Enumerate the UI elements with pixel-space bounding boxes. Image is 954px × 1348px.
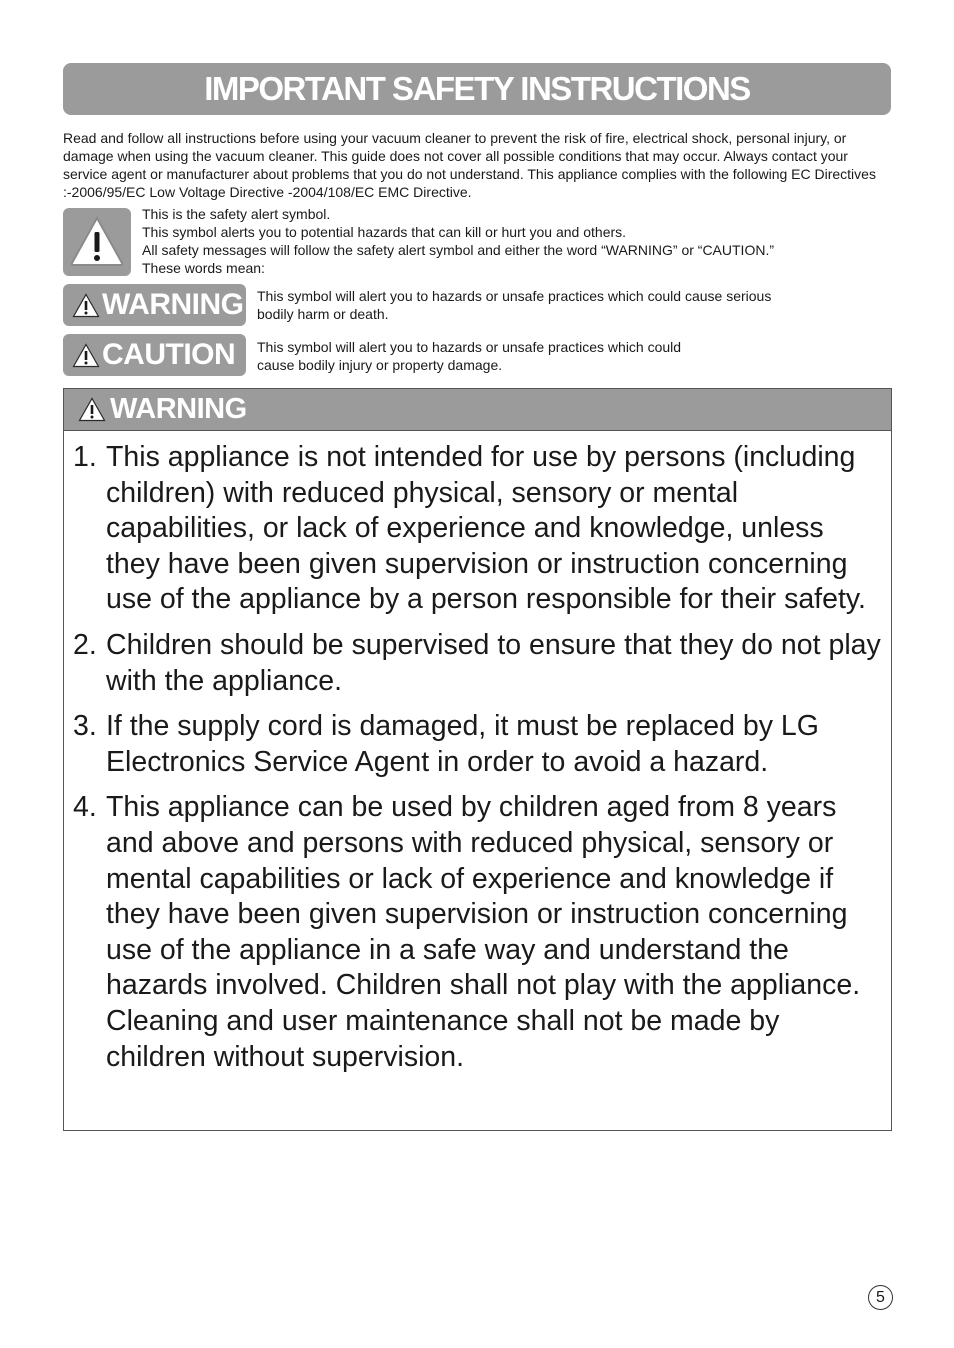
page-title: IMPORTANT SAFETY INSTRUCTIONS — [204, 70, 750, 107]
warning-item-number: 1. — [73, 441, 97, 473]
warning-item-number: 2. — [73, 628, 97, 661]
page-number: 5 — [868, 1285, 893, 1310]
alert-line: These words mean: — [142, 260, 265, 276]
caution-signal-badge — [63, 334, 246, 376]
title-banner — [63, 63, 891, 115]
caution-signal-description — [257, 338, 681, 374]
warning-item-number: 3. — [73, 710, 97, 743]
warning-list — [73, 440, 885, 1085]
alert-line: All safety messages will follow the safety alert symbol and either the word “WARNING” or “CAUTION.” — [142, 242, 775, 258]
warning-item — [73, 440, 885, 618]
warning-signal-label: WARNING — [102, 288, 244, 321]
safety-alert-explanation — [142, 205, 774, 277]
warning-signal-badge — [63, 284, 246, 326]
warning-section-title: WARNING — [110, 393, 247, 425]
warning-section-header — [64, 389, 891, 431]
alert-line: This is the safety alert symbol. — [142, 206, 331, 222]
warning-item-text: This appliance is not intended for use by persons (including children) with reduced physical, sensory or mental capabilities, or lack of experience and knowledge, unless they have been given supervision or instruction concerning use of the appliance by a person responsible for their safety. — [106, 441, 866, 616]
safety-alert-symbol — [63, 208, 131, 276]
warning-triangle-icon — [72, 293, 100, 318]
warning-triangle-icon — [69, 215, 125, 267]
warning-triangle-icon — [78, 397, 106, 422]
warning-signal-description — [257, 287, 771, 323]
warning-item-number: 4. — [73, 791, 97, 824]
signal-desc-line: This symbol will alert you to hazards or unsafe practices which could — [257, 339, 682, 355]
warning-item-text: If the supply cord is damaged, it must be replaced by LG Electronics Service Agent in order to avoid a hazard. — [106, 710, 819, 778]
warning-item-text: Children should be supervised to ensure that they do not play with the appliance. — [106, 628, 881, 697]
signal-desc-line: bodily harm or death. — [257, 306, 389, 322]
signal-desc-line: cause bodily injury or property damage. — [257, 357, 503, 373]
intro-paragraph: Read and follow all instructions before using your vacuum cleaner to prevent the risk of fire, electrical shock, personal injury, or damage when using the vacuum cleaner. This guide does not cover all possible conditions that may occur. Always contact your service agent or manufacturer about problems that you do not understand. This appliance complies with the following EC Directives :-2006/95/EC Low Voltage Directive -2004/108/EC EMC Directive. — [63, 130, 876, 200]
signal-desc-line: This symbol will alert you to hazards or unsafe practices which could cause serious — [257, 288, 772, 304]
caution-signal-label: CAUTION — [102, 338, 236, 371]
warning-triangle-icon — [72, 343, 100, 368]
warning-item — [73, 628, 885, 699]
warning-item — [73, 709, 885, 780]
warning-item-text: This appliance can be used by children aged from 8 years and above and persons with reduced physical, sensory or mental capabilities or lack of experience and knowledge if they have been given supervision or instruction concerning use of the appliance in a safe way and understand the hazards involved. Children shall not play with the appliance. Cleaning and user maintenance shall not be made by children without supervision. — [106, 791, 861, 1073]
warning-section — [63, 388, 892, 1131]
warning-item — [73, 790, 885, 1075]
alert-line: This symbol alerts you to potential hazards that can kill or hurt you and others. — [142, 224, 627, 240]
